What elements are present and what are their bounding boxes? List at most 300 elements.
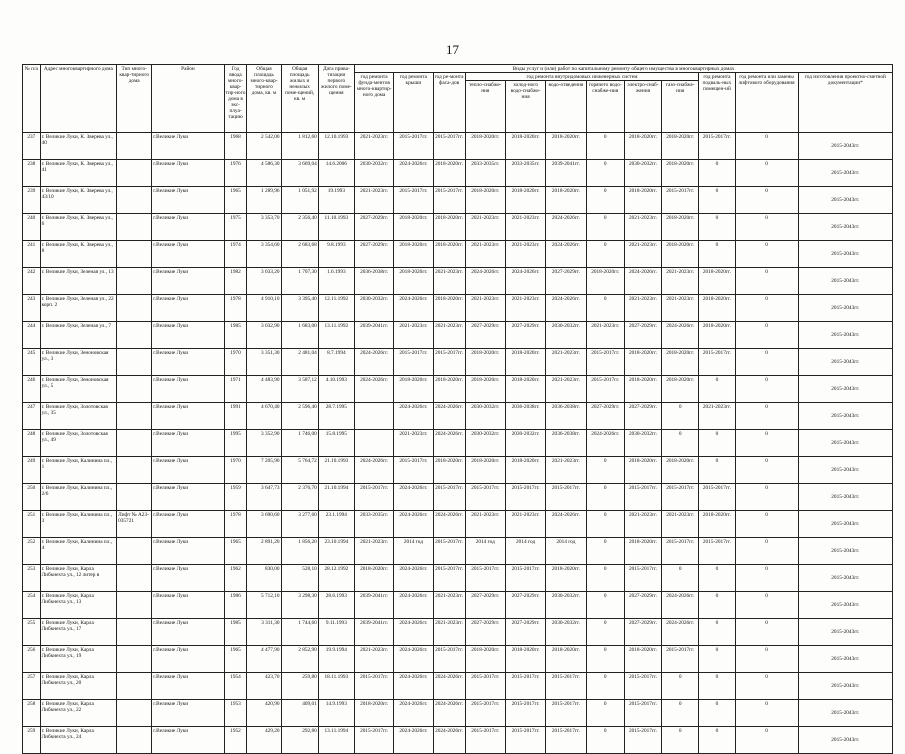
cell-addr: г. Великие Луки, Золотовская ул., 49 bbox=[40, 430, 117, 457]
cell-f: 2021-2023гг. bbox=[354, 646, 393, 673]
cell-hot: 0 bbox=[586, 700, 624, 727]
cell-ta: 5 712,10 bbox=[247, 592, 281, 619]
cell-roof: 2015-2017гг. bbox=[394, 457, 433, 484]
cell-bas: 2015-2017гг. bbox=[699, 133, 735, 160]
cell-fac: 2024-2026гг. bbox=[433, 403, 465, 430]
cell-ta: 423,70 bbox=[247, 673, 281, 700]
cell-el: 2015-2017гг. bbox=[624, 727, 661, 754]
cell-type bbox=[117, 646, 152, 673]
cell-n: 244 bbox=[23, 322, 41, 349]
cell-type bbox=[117, 457, 152, 484]
cell-roof: 2015-2017гг. bbox=[394, 187, 433, 214]
cell-f bbox=[354, 430, 393, 457]
cell-f: 2039-2041гг. bbox=[354, 592, 393, 619]
cell-sew: 2015-2017гг. bbox=[546, 673, 586, 700]
cell-ra: 2 481,04 bbox=[281, 349, 318, 376]
cell-addr: г. Великие Луки, Зеноновская ул., 3 bbox=[40, 349, 117, 376]
cell-n: 247 bbox=[23, 403, 41, 430]
header-year: Год ввода много-квар-тир-ного дома в экс-плуа-тацию bbox=[224, 65, 247, 133]
cell-heat: 2014 год bbox=[465, 538, 505, 565]
header-roof: год ремонта крыши bbox=[394, 73, 433, 133]
cell-bas: 0 bbox=[699, 619, 735, 646]
table-row bbox=[23, 565, 893, 592]
cell-sew: 2027-2029гг. bbox=[546, 268, 586, 295]
cell-roof: 2024-2026гг. bbox=[394, 403, 433, 430]
cell-heat: 2015-2017гг. bbox=[465, 484, 505, 511]
cell-addr: г. Великие Луки, К. Зверева ул., 40 bbox=[40, 133, 117, 160]
cell-bas: 0 bbox=[699, 565, 735, 592]
cell-lift: 0 bbox=[735, 700, 798, 727]
cell-ra: 3 298,30 bbox=[281, 592, 318, 619]
cell-roof: 2018-2020гг. bbox=[394, 214, 433, 241]
cell-year: 1962 bbox=[224, 565, 247, 592]
cell-gas: 2015-2017гг. bbox=[662, 187, 699, 214]
header-cold: холод-ного водо-снабже-ния bbox=[505, 81, 545, 133]
table-row bbox=[23, 133, 893, 160]
cell-ta: 7 205,90 bbox=[247, 457, 281, 484]
cell-hot: 0 bbox=[586, 565, 624, 592]
cell-gas: 2024-2026гг. bbox=[662, 619, 699, 646]
cell-el: 2018-2020гг. bbox=[624, 133, 661, 160]
cell-hot: 0 bbox=[586, 484, 624, 511]
cell-n: 253 bbox=[23, 565, 41, 592]
cell-ra: 1 856,20 bbox=[281, 538, 318, 565]
table-row bbox=[23, 187, 893, 214]
cell-dist: г.Великие Луки bbox=[152, 484, 224, 511]
cell-pd: 4.10.1993 bbox=[318, 376, 354, 403]
cell-ra: 5 764,72 bbox=[281, 457, 318, 484]
cell-ta: 420,90 bbox=[247, 700, 281, 727]
cell-docs: 2015-2043гг. bbox=[798, 700, 892, 727]
cell-cold: 2015-2017гг. bbox=[505, 484, 545, 511]
cell-docs: 2015-2043гг. bbox=[798, 187, 892, 214]
header-works-group: Виды услуг и (или) работ по капитальному ремонту общего имущества в многоквартирных домах bbox=[354, 65, 892, 73]
cell-n: 258 bbox=[23, 700, 41, 727]
cell-n: 237 bbox=[23, 133, 41, 160]
cell-roof: 2024-2026гг. bbox=[394, 619, 433, 646]
cell-hot: 0 bbox=[586, 727, 624, 754]
cell-sew: 2030-2032гг. bbox=[546, 619, 586, 646]
cell-gas: 2021-2023гг. bbox=[662, 511, 699, 538]
cell-ra: 2 852,90 bbox=[281, 646, 318, 673]
header-address: Адрес многоквартирного дома bbox=[40, 65, 117, 133]
cell-addr: г. Великие Луки, К. Зверева ул., 43/10 bbox=[40, 187, 117, 214]
cell-sew: 2018-2020гг. bbox=[546, 565, 586, 592]
cell-heat: 2030-2032гг. bbox=[465, 403, 505, 430]
cell-fac: 2024-2026гг. bbox=[433, 673, 465, 700]
header-facade: год ре-монта фаса-дов bbox=[433, 73, 465, 133]
cell-gas: 2015-2017гг. bbox=[662, 484, 699, 511]
cell-year: 1986 bbox=[224, 592, 247, 619]
cell-hot: 0 bbox=[586, 133, 624, 160]
cell-hot: 0 bbox=[586, 511, 624, 538]
cell-n: 243 bbox=[23, 295, 41, 322]
header-num: № п/а bbox=[23, 65, 41, 133]
cell-n: 242 bbox=[23, 268, 41, 295]
cell-hot: 2021-2023гг. bbox=[586, 322, 624, 349]
cell-type bbox=[117, 322, 152, 349]
cell-pd: 12.10.1993 bbox=[318, 133, 354, 160]
cell-el: 2030-2032гг. bbox=[624, 430, 661, 457]
table-row bbox=[23, 160, 893, 187]
cell-sew: 2024-2026гг. bbox=[546, 241, 586, 268]
cell-cold: 2015-2017гг. bbox=[505, 700, 545, 727]
cell-hot: 0 bbox=[586, 295, 624, 322]
cell-cold: 2018-2020гг. bbox=[505, 646, 545, 673]
table-row bbox=[23, 349, 893, 376]
cell-year: 1974 bbox=[224, 241, 247, 268]
cell-docs: 2015-2043гг. bbox=[798, 349, 892, 376]
cell-dist: г.Великие Луки bbox=[152, 268, 224, 295]
cell-pd: 23.1.1994 bbox=[318, 511, 354, 538]
cell-roof: 2021-2023гг. bbox=[394, 430, 433, 457]
cell-pd: 15.8.1995 bbox=[318, 430, 354, 457]
cell-type bbox=[117, 484, 152, 511]
cell-year: 1985 bbox=[224, 322, 247, 349]
header-hot: горячего водо-снабже-ния bbox=[586, 81, 624, 133]
cell-lift: 0 bbox=[735, 187, 798, 214]
cell-el: 2015-2017гг. bbox=[624, 565, 661, 592]
cell-fac: 2018-2020гг. bbox=[433, 214, 465, 241]
cell-year: 1952 bbox=[224, 727, 247, 754]
cell-ra: 1 744,60 bbox=[281, 619, 318, 646]
cell-el: 2015-2017гг. bbox=[624, 484, 661, 511]
cell-gas: 2018-2020гг. bbox=[662, 214, 699, 241]
header-elec: электро-снаб-жения bbox=[624, 81, 661, 133]
header-res-area: Общая площадь жилых и нежилых поме-щений, кв. м bbox=[281, 65, 318, 133]
table-row bbox=[23, 619, 893, 646]
table-row bbox=[23, 457, 893, 484]
cell-f: 2015-2017гг. bbox=[354, 673, 393, 700]
cell-heat: 2015-2017гг. bbox=[465, 565, 505, 592]
cell-gas: 2024-2026гг. bbox=[662, 322, 699, 349]
cell-year: 1965 bbox=[224, 187, 247, 214]
cell-fac: 2015-2017гг. bbox=[433, 484, 465, 511]
cell-ta: 2 891,20 bbox=[247, 538, 281, 565]
cell-ra: 292,80 bbox=[281, 727, 318, 754]
cell-f: 2021-2023гг. bbox=[354, 187, 393, 214]
cell-fac: 2021-2023гг. bbox=[433, 592, 465, 619]
cell-roof: 2024-2026гг. bbox=[394, 646, 433, 673]
cell-fac: 2021-2023гг. bbox=[433, 268, 465, 295]
cell-ra: 409,01 bbox=[281, 700, 318, 727]
cell-lift: 0 bbox=[735, 403, 798, 430]
cell-lift: 0 bbox=[735, 430, 798, 457]
cell-addr: г. Великие Луки, Карла Либкнехта ул., 24 bbox=[40, 727, 117, 754]
cell-cold: 2027-2029гг. bbox=[505, 619, 545, 646]
cell-heat: 2021-2023гг. bbox=[465, 511, 505, 538]
cell-roof: 2024-2026гг. bbox=[394, 673, 433, 700]
cell-gas: 0 bbox=[662, 673, 699, 700]
cell-addr: г. Великие Луки, К. Зверева ул., 8 bbox=[40, 241, 117, 268]
cell-addr: г. Великие Луки, Золотовская ул., 35 bbox=[40, 403, 117, 430]
cell-type bbox=[117, 295, 152, 322]
cell-hot: 2024-2026гг. bbox=[586, 430, 624, 457]
cell-dist: г.Великие Луки bbox=[152, 214, 224, 241]
cell-year: 1985 bbox=[224, 619, 247, 646]
cell-el: 2021-2023гг. bbox=[624, 511, 661, 538]
cell-hot: 0 bbox=[586, 187, 624, 214]
cell-gas: 0 bbox=[662, 700, 699, 727]
cell-el: 2021-2023гг. bbox=[624, 241, 661, 268]
cell-fac: 2024-2026гг. bbox=[433, 700, 465, 727]
cell-type bbox=[117, 403, 152, 430]
table-row bbox=[23, 214, 893, 241]
cell-hot: 2015-2017гг. bbox=[586, 376, 624, 403]
cell-el: 2024-2026гг. bbox=[624, 268, 661, 295]
cell-f: 2033-2035гг. bbox=[354, 511, 393, 538]
cell-dist: г.Великие Луки bbox=[152, 646, 224, 673]
cell-el: 2018-2020гг. bbox=[624, 457, 661, 484]
cell-dist: г.Великие Луки bbox=[152, 700, 224, 727]
cell-pd: 28.6.1993 bbox=[318, 592, 354, 619]
cell-cold: 2018-2020гг. bbox=[505, 376, 545, 403]
cell-hot: 0 bbox=[586, 619, 624, 646]
cell-el: 2021-2023гг. bbox=[624, 295, 661, 322]
cell-gas: 2018-2020гг. bbox=[662, 133, 699, 160]
cell-dist: г.Великие Луки bbox=[152, 673, 224, 700]
cell-heat: 2030-2032гг. bbox=[465, 430, 505, 457]
cell-fac: 2021-2023гг. bbox=[433, 619, 465, 646]
cell-docs: 2015-2043гг. bbox=[798, 457, 892, 484]
cell-n: 259 bbox=[23, 727, 41, 754]
cell-gas: 0 bbox=[662, 403, 699, 430]
cell-ra: 3 587,12 bbox=[281, 376, 318, 403]
table-row bbox=[23, 673, 893, 700]
cell-f bbox=[354, 403, 393, 430]
cell-dist: г.Великие Луки bbox=[152, 538, 224, 565]
cell-n: 250 bbox=[23, 484, 41, 511]
cell-lift: 0 bbox=[735, 376, 798, 403]
cell-gas: 2015-2017гг. bbox=[662, 646, 699, 673]
cell-year: 1953 bbox=[224, 700, 247, 727]
cell-sew: 2021-2023гг. bbox=[546, 376, 586, 403]
cell-pd: 13.11.1994 bbox=[318, 727, 354, 754]
cell-ta: 3 354,60 bbox=[247, 241, 281, 268]
cell-el: 2030-2032гг. bbox=[624, 160, 661, 187]
cell-gas: 2018-2020гг. bbox=[662, 160, 699, 187]
cell-heat: 2018-2020гг. bbox=[465, 133, 505, 160]
cell-heat: 2027-2029гг. bbox=[465, 619, 505, 646]
cell-year: 1970 bbox=[224, 349, 247, 376]
cell-fac: 2018-2020гг. bbox=[433, 241, 465, 268]
cell-cold: 2015-2017гг. bbox=[505, 673, 545, 700]
cell-lift: 0 bbox=[735, 268, 798, 295]
cell-n: 239 bbox=[23, 187, 41, 214]
cell-lift: 0 bbox=[735, 214, 798, 241]
cell-roof: 2018-2020гг. bbox=[394, 376, 433, 403]
cell-docs: 2015-2043гг. bbox=[798, 376, 892, 403]
cell-n: 241 bbox=[23, 241, 41, 268]
cell-dist: г.Великие Луки bbox=[152, 376, 224, 403]
cell-cold: 2015-2017гг. bbox=[505, 727, 545, 754]
cell-pd: 18.11.1993 bbox=[318, 673, 354, 700]
cell-ta: 3 690,60 bbox=[247, 511, 281, 538]
cell-ta: 3 351,30 bbox=[247, 349, 281, 376]
cell-docs: 2015-2043гг. bbox=[798, 241, 892, 268]
cell-lift: 0 bbox=[735, 673, 798, 700]
header-priv-date: Дата прива-тизации первого жилого поме-щения bbox=[318, 65, 354, 133]
table-row bbox=[23, 484, 893, 511]
cell-el: 2027-2029гг. bbox=[624, 403, 661, 430]
cell-ta: 3 311,30 bbox=[247, 619, 281, 646]
cell-sew: 2024-2026гг. bbox=[546, 511, 586, 538]
cell-fac: 2024-2026гг. bbox=[433, 430, 465, 457]
cell-bas: 2018-2020гг. bbox=[699, 295, 735, 322]
cell-docs: 2015-2043гг. bbox=[798, 646, 892, 673]
cell-f: 2018-2020гг. bbox=[354, 700, 393, 727]
cell-pd: 12.11.1992 bbox=[318, 295, 354, 322]
cell-docs: 2015-2043гг. bbox=[798, 538, 892, 565]
header-engineering: год ремонта внутридомовых инженерных систем bbox=[465, 73, 699, 81]
cell-ra: 1 051,92 bbox=[281, 187, 318, 214]
cell-ra: 3 277,60 bbox=[281, 511, 318, 538]
cell-hot: 0 bbox=[586, 160, 624, 187]
cell-sew: 2021-2023гг. bbox=[546, 457, 586, 484]
cell-gas: 2021-2023гг. bbox=[662, 268, 699, 295]
cell-year: 1982 bbox=[224, 268, 247, 295]
page-number: 17 bbox=[446, 42, 459, 57]
cell-lift: 0 bbox=[735, 511, 798, 538]
cell-hot: 0 bbox=[586, 241, 624, 268]
header-district: Район bbox=[152, 65, 224, 133]
cell-f: 2021-2023гг. bbox=[354, 133, 393, 160]
header-gas: газо-снабже-ния bbox=[662, 81, 699, 133]
cell-lift: 0 bbox=[735, 565, 798, 592]
cell-dist: г.Великие Луки bbox=[152, 727, 224, 754]
cell-year: 1954 bbox=[224, 673, 247, 700]
cell-dist: г.Великие Луки bbox=[152, 295, 224, 322]
cell-bas: 0 bbox=[699, 727, 735, 754]
cell-gas: 0 bbox=[662, 430, 699, 457]
cell-lift: 0 bbox=[735, 160, 798, 187]
cell-hot: 0 bbox=[586, 538, 624, 565]
cell-bas: 0 bbox=[699, 646, 735, 673]
cell-lift: 0 bbox=[735, 538, 798, 565]
cell-hot: 2027-2029гг. bbox=[586, 403, 624, 430]
cell-fac: 2018-2020гг. bbox=[433, 376, 465, 403]
cell-bas: 2018-2020гг. bbox=[699, 511, 735, 538]
cell-docs: 2015-2043гг. bbox=[798, 214, 892, 241]
table-row bbox=[23, 646, 893, 673]
cell-n: 238 bbox=[23, 160, 41, 187]
cell-lift: 0 bbox=[735, 727, 798, 754]
cell-bas: 2015-2017гг. bbox=[699, 538, 735, 565]
cell-ta: 4 477,90 bbox=[247, 646, 281, 673]
cell-fac: 2024-2026гг. bbox=[433, 727, 465, 754]
cell-year: 1959 bbox=[224, 484, 247, 511]
cell-n: 252 bbox=[23, 538, 41, 565]
cell-fac: 2018-2020гг. bbox=[433, 295, 465, 322]
cell-roof: 2024-2026гг. bbox=[394, 700, 433, 727]
cell-dist: г.Великие Луки bbox=[152, 430, 224, 457]
header-total-area: Общая площадь много-квар-тирного дома, кв. м bbox=[247, 65, 281, 133]
cell-year: 1978 bbox=[224, 511, 247, 538]
cell-n: 251 bbox=[23, 511, 41, 538]
table-body bbox=[23, 133, 893, 754]
cell-cold: 2014 год bbox=[505, 538, 545, 565]
cell-fac: 2015-2017гг. bbox=[433, 133, 465, 160]
cell-roof: 2024-2026гг. bbox=[394, 565, 433, 592]
cell-roof: 2024-2026гг. bbox=[394, 592, 433, 619]
cell-ta: 429,20 bbox=[247, 727, 281, 754]
cell-fac: 2015-2017гг. bbox=[433, 349, 465, 376]
cell-docs: 2015-2043гг. bbox=[798, 511, 892, 538]
cell-gas: 0 bbox=[662, 565, 699, 592]
cell-sew: 2036-2038гг. bbox=[546, 403, 586, 430]
cell-type bbox=[117, 700, 152, 727]
cell-type bbox=[117, 214, 152, 241]
cell-n: 257 bbox=[23, 673, 41, 700]
cell-docs: 2015-2043гг. bbox=[798, 295, 892, 322]
table-row bbox=[23, 295, 893, 322]
cell-type bbox=[117, 133, 152, 160]
cell-sew: 2015-2017гг. bbox=[546, 484, 586, 511]
cell-year: 1991 bbox=[224, 403, 247, 430]
cell-bas: 0 bbox=[699, 376, 735, 403]
cell-heat: 2018-2020гг. bbox=[465, 646, 505, 673]
table-row bbox=[23, 538, 893, 565]
cell-bas: 0 bbox=[699, 457, 735, 484]
cell-roof: 2015-2017гг. bbox=[394, 133, 433, 160]
cell-docs: 2015-2043гг. bbox=[798, 619, 892, 646]
cell-pd: 21.10.1993 bbox=[318, 457, 354, 484]
cell-bas: 2018-2020гг. bbox=[699, 322, 735, 349]
cell-bas: 0 bbox=[699, 592, 735, 619]
cell-cold: 2021-2023гг. bbox=[505, 214, 545, 241]
cell-f: 2030-2032гг. bbox=[354, 160, 393, 187]
cell-f: 2027-2029гг. bbox=[354, 214, 393, 241]
cell-heat: 2018-2020гг. bbox=[465, 457, 505, 484]
cell-roof: 2021-2023гг. bbox=[394, 322, 433, 349]
cell-n: 254 bbox=[23, 592, 41, 619]
cell-pd: 21.10.1994 bbox=[318, 484, 354, 511]
cell-el: 2015-2017гг. bbox=[624, 673, 661, 700]
cell-n: 255 bbox=[23, 619, 41, 646]
cell-cold: 2036-2038гг. bbox=[505, 403, 545, 430]
table-row bbox=[23, 727, 893, 754]
cell-f: 2039-2041гг. bbox=[354, 619, 393, 646]
cell-sew: 2018-2020гг. bbox=[546, 133, 586, 160]
cell-cold: 2015-2017гг. bbox=[505, 565, 545, 592]
cell-lift: 0 bbox=[735, 349, 798, 376]
cell-fac: 2024-2026гг. bbox=[433, 511, 465, 538]
cell-cold: 2024-2026гг. bbox=[505, 268, 545, 295]
cell-ra: 1 707,30 bbox=[281, 268, 318, 295]
cell-dist: г.Великие Луки bbox=[152, 592, 224, 619]
cell-docs: 2015-2043гг. bbox=[798, 322, 892, 349]
cell-pd: 23.10.1994 bbox=[318, 538, 354, 565]
header-type: Тип много-квар-тирного дома bbox=[117, 65, 152, 133]
cell-ra: 528,10 bbox=[281, 565, 318, 592]
cell-ra: 3 669,04 bbox=[281, 160, 318, 187]
cell-hot: 0 bbox=[586, 646, 624, 673]
cell-fac: 2018-2020гг. bbox=[433, 160, 465, 187]
cell-ta: 3 032,90 bbox=[247, 322, 281, 349]
cell-bas: 0 bbox=[699, 430, 735, 457]
cell-el: 2018-2020гг. bbox=[624, 187, 661, 214]
cell-docs: 2015-2043гг. bbox=[798, 592, 892, 619]
cell-pd: 13.11.1992 bbox=[318, 322, 354, 349]
cell-ra: 2 683,68 bbox=[281, 241, 318, 268]
cell-dist: г.Великие Луки bbox=[152, 322, 224, 349]
cell-fac: 2021-2023гг. bbox=[433, 322, 465, 349]
cell-type bbox=[117, 592, 152, 619]
cell-lift: 0 bbox=[735, 592, 798, 619]
cell-el: 2018-2020гг. bbox=[624, 646, 661, 673]
cell-heat: 2027-2029гг. bbox=[465, 322, 505, 349]
cell-pd: 14.9.1993 bbox=[318, 700, 354, 727]
